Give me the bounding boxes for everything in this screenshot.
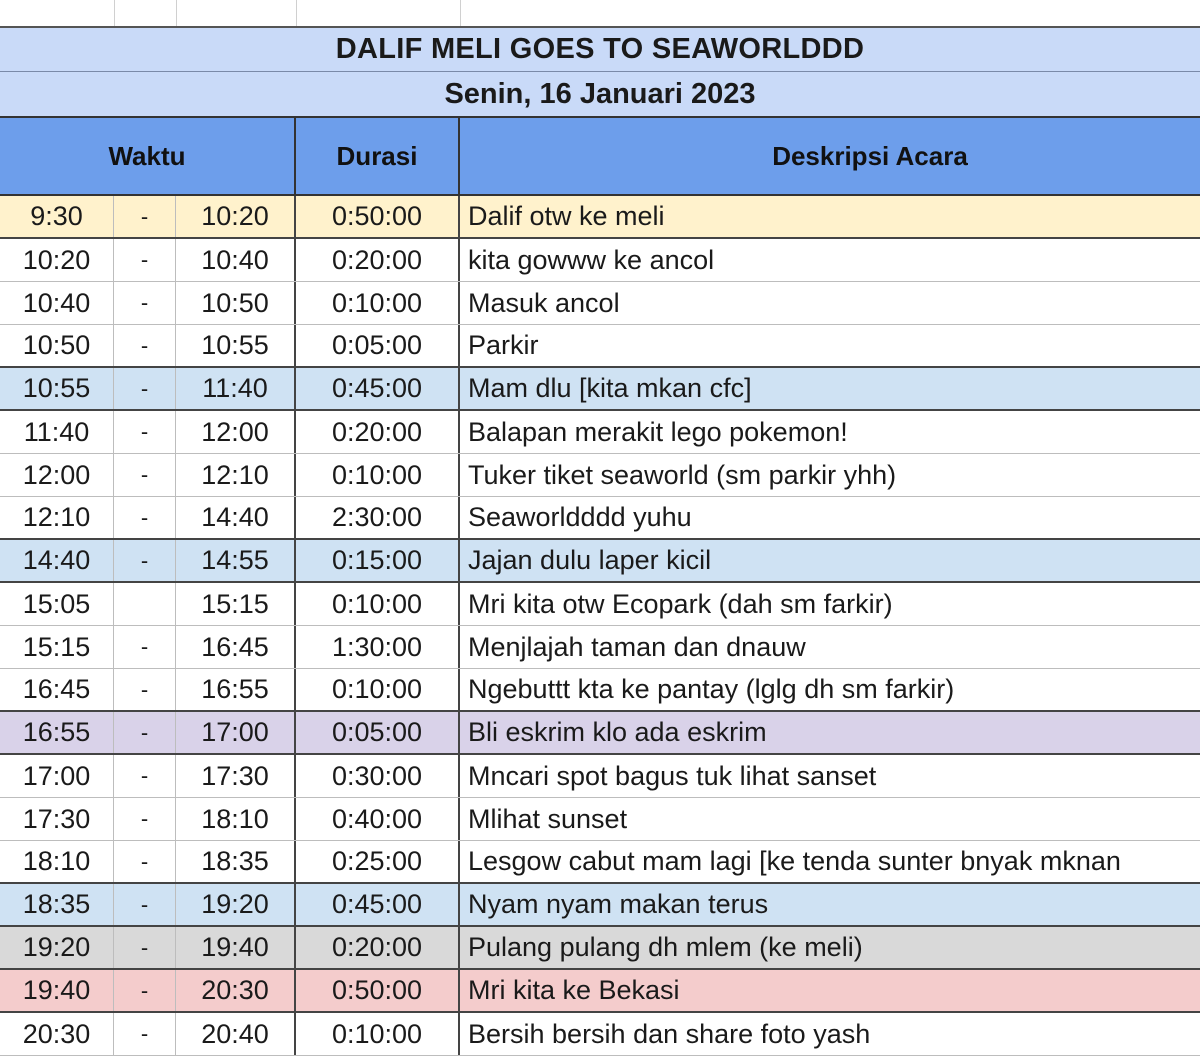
end-time-cell[interactable]: 12:10 (176, 454, 296, 496)
table-row (0, 755, 1200, 798)
end-time-cell[interactable]: 10:40 (176, 239, 296, 281)
previous-empty-row (0, 0, 1200, 26)
header-time[interactable]: Waktu (0, 118, 296, 194)
end-time-cell[interactable]: 16:45 (176, 626, 296, 668)
start-time-cell[interactable]: 10:50 (0, 325, 114, 366)
start-time-cell[interactable]: 16:45 (0, 669, 114, 710)
duration-cell[interactable]: 2:30:00 (296, 497, 460, 538)
table-row (0, 497, 1200, 540)
duration-cell[interactable]: 1:30:00 (296, 626, 460, 668)
sheet-title: DALIF MELI GOES TO SEAWORLDDD (335, 33, 865, 65)
duration-cell[interactable]: 0:05:00 (296, 325, 460, 366)
separator-cell[interactable]: - (114, 282, 176, 324)
table-row (0, 239, 1200, 282)
end-time-cell[interactable]: 17:30 (176, 755, 296, 797)
start-time-cell[interactable]: 10:40 (0, 282, 114, 324)
description-cell[interactable]: Mri kita ke Bekasi (468, 975, 680, 1005)
start-time-cell[interactable]: 20:30 (0, 1013, 114, 1055)
start-time-cell[interactable]: 9:30 (0, 196, 114, 237)
separator-cell[interactable]: - (114, 411, 176, 453)
table-row (0, 454, 1200, 497)
table-row (0, 798, 1200, 841)
duration-cell[interactable]: 0:45:00 (296, 368, 460, 409)
duration-cell[interactable]: 0:50:00 (296, 970, 460, 1011)
description-cell[interactable]: Balapan merakit lego pokemon! (468, 416, 848, 447)
description-cell[interactable]: Pulang pulang dh mlem (ke meli) (468, 932, 863, 962)
duration-cell[interactable]: 0:20:00 (296, 411, 460, 453)
date-cell[interactable] (0, 72, 1200, 118)
description-cell[interactable]: Mncari spot bagus tuk lihat sanset (468, 760, 877, 791)
separator-cell[interactable]: - (114, 540, 176, 581)
description-cell[interactable]: Lesgow cabut mam lagi [ke tenda sunter bnyak mknan (468, 846, 1121, 876)
table-row (0, 884, 1200, 927)
table-row (0, 712, 1200, 755)
duration-cell[interactable]: 0:20:00 (296, 239, 460, 281)
duration-cell[interactable]: 0:25:00 (296, 841, 460, 882)
end-time-cell[interactable]: 15:15 (176, 583, 296, 625)
start-time-cell[interactable]: 17:30 (0, 798, 114, 840)
end-time-cell[interactable]: 14:40 (176, 497, 296, 538)
start-time-cell[interactable]: 15:15 (0, 626, 114, 668)
duration-cell[interactable]: 0:30:00 (296, 755, 460, 797)
start-time-cell[interactable]: 19:20 (0, 927, 114, 968)
description-cell[interactable]: Seaworldddd yuhu (468, 502, 692, 532)
description-cell[interactable]: Bli eskrim klo ada eskrim (468, 717, 767, 747)
separator-cell[interactable]: - (114, 239, 176, 281)
header-duration[interactable]: Durasi (296, 118, 460, 194)
description-cell[interactable]: Dalif otw ke meli (468, 201, 665, 231)
table-row (0, 1013, 1200, 1056)
separator-cell[interactable]: - (114, 884, 176, 925)
end-time-cell[interactable]: 12:00 (176, 411, 296, 453)
separator-cell[interactable]: - (114, 325, 176, 366)
start-time-cell[interactable]: 15:05 (0, 583, 114, 625)
duration-cell[interactable]: 0:10:00 (296, 583, 460, 625)
header-description[interactable]: Deskripsi Acara (772, 140, 968, 171)
duration-cell[interactable]: 0:05:00 (296, 712, 460, 753)
table-row (0, 540, 1200, 583)
table-row (0, 841, 1200, 884)
description-cell[interactable]: Jajan dulu laper kicil (468, 545, 712, 575)
start-time-cell[interactable]: 12:00 (0, 454, 114, 496)
separator-cell[interactable]: - (114, 626, 176, 668)
column-header-row (0, 118, 1200, 196)
separator-cell[interactable]: - (114, 497, 176, 538)
table-row (0, 325, 1200, 368)
end-time-cell[interactable]: 10:55 (176, 325, 296, 366)
end-time-cell[interactable]: 19:20 (176, 884, 296, 925)
end-time-cell[interactable]: 16:55 (176, 669, 296, 710)
duration-cell[interactable]: 0:50:00 (296, 196, 460, 237)
table-row (0, 411, 1200, 454)
separator-cell[interactable]: - (114, 1013, 176, 1055)
end-time-cell[interactable]: 14:55 (176, 540, 296, 581)
duration-cell[interactable]: 0:10:00 (296, 454, 460, 496)
table-row (0, 368, 1200, 411)
schedule-table-body (0, 196, 1200, 1056)
description-cell[interactable]: Mam dlu [kita mkan cfc] (468, 373, 752, 403)
duration-cell[interactable]: 0:10:00 (296, 1013, 460, 1055)
end-time-cell[interactable]: 18:10 (176, 798, 296, 840)
duration-cell[interactable]: 0:15:00 (296, 540, 460, 581)
description-cell[interactable]: Tuker tiket seaworld (sm parkir yhh) (468, 459, 897, 490)
end-time-cell[interactable]: 10:20 (176, 196, 296, 237)
end-time-cell[interactable]: 19:40 (176, 927, 296, 968)
description-cell[interactable]: Mri kita otw Ecopark (dah sm farkir) (468, 588, 893, 619)
duration-cell[interactable]: 0:45:00 (296, 884, 460, 925)
end-time-cell[interactable]: 10:50 (176, 282, 296, 324)
start-time-cell[interactable]: 10:20 (0, 239, 114, 281)
description-cell[interactable]: kita gowww ke ancol (468, 244, 715, 275)
end-time-cell[interactable]: 18:35 (176, 841, 296, 882)
end-time-cell[interactable]: 20:30 (176, 970, 296, 1011)
end-time-cell[interactable]: 11:40 (176, 368, 296, 409)
start-time-cell[interactable]: 18:35 (0, 884, 114, 925)
description-cell[interactable]: Parkir (468, 330, 539, 360)
table-row (0, 927, 1200, 970)
start-time-cell[interactable]: 16:55 (0, 712, 114, 753)
start-time-cell[interactable]: 12:10 (0, 497, 114, 538)
duration-cell[interactable]: 0:10:00 (296, 282, 460, 324)
duration-cell[interactable]: 0:10:00 (296, 669, 460, 710)
table-row (0, 626, 1200, 669)
table-row (0, 196, 1200, 239)
table-row (0, 583, 1200, 626)
table-row (0, 970, 1200, 1013)
duration-cell[interactable]: 0:40:00 (296, 798, 460, 840)
start-time-cell[interactable]: 14:40 (0, 540, 114, 581)
description-cell[interactable]: Nyam nyam makan terus (468, 889, 769, 919)
separator-cell[interactable]: - (114, 970, 176, 1011)
start-time-cell[interactable]: 18:10 (0, 841, 114, 882)
end-time-cell[interactable]: 17:00 (176, 712, 296, 753)
end-time-cell[interactable]: 20:40 (176, 1013, 296, 1055)
start-time-cell[interactable]: 17:00 (0, 755, 114, 797)
start-time-cell[interactable]: 11:40 (0, 411, 114, 453)
separator-cell[interactable] (114, 583, 176, 625)
description-cell[interactable]: Menjlajah taman dan dnauw (468, 631, 806, 662)
table-row (0, 669, 1200, 712)
separator-cell[interactable]: - (114, 712, 176, 753)
description-cell[interactable]: Bersih bersih dan share foto yash (468, 1018, 871, 1049)
separator-cell[interactable]: - (114, 841, 176, 882)
separator-cell[interactable]: - (114, 927, 176, 968)
table-row (0, 282, 1200, 325)
title-cell[interactable] (0, 26, 1200, 72)
schedule-date: Senin, 16 Januari 2023 (444, 77, 756, 110)
separator-cell[interactable]: - (114, 196, 176, 237)
separator-cell[interactable]: - (114, 368, 176, 409)
separator-cell[interactable]: - (114, 755, 176, 797)
start-time-cell[interactable]: 10:55 (0, 368, 114, 409)
start-time-cell[interactable]: 19:40 (0, 970, 114, 1011)
duration-cell[interactable]: 0:20:00 (296, 927, 460, 968)
description-cell[interactable]: Masuk ancol (468, 287, 620, 318)
separator-cell[interactable]: - (114, 454, 176, 496)
description-cell[interactable]: Mlihat sunset (468, 803, 628, 834)
separator-cell[interactable]: - (114, 798, 176, 840)
separator-cell[interactable]: - (114, 669, 176, 710)
description-cell[interactable]: Ngebuttt kta ke pantay (lglg dh sm farkir) (468, 674, 955, 704)
